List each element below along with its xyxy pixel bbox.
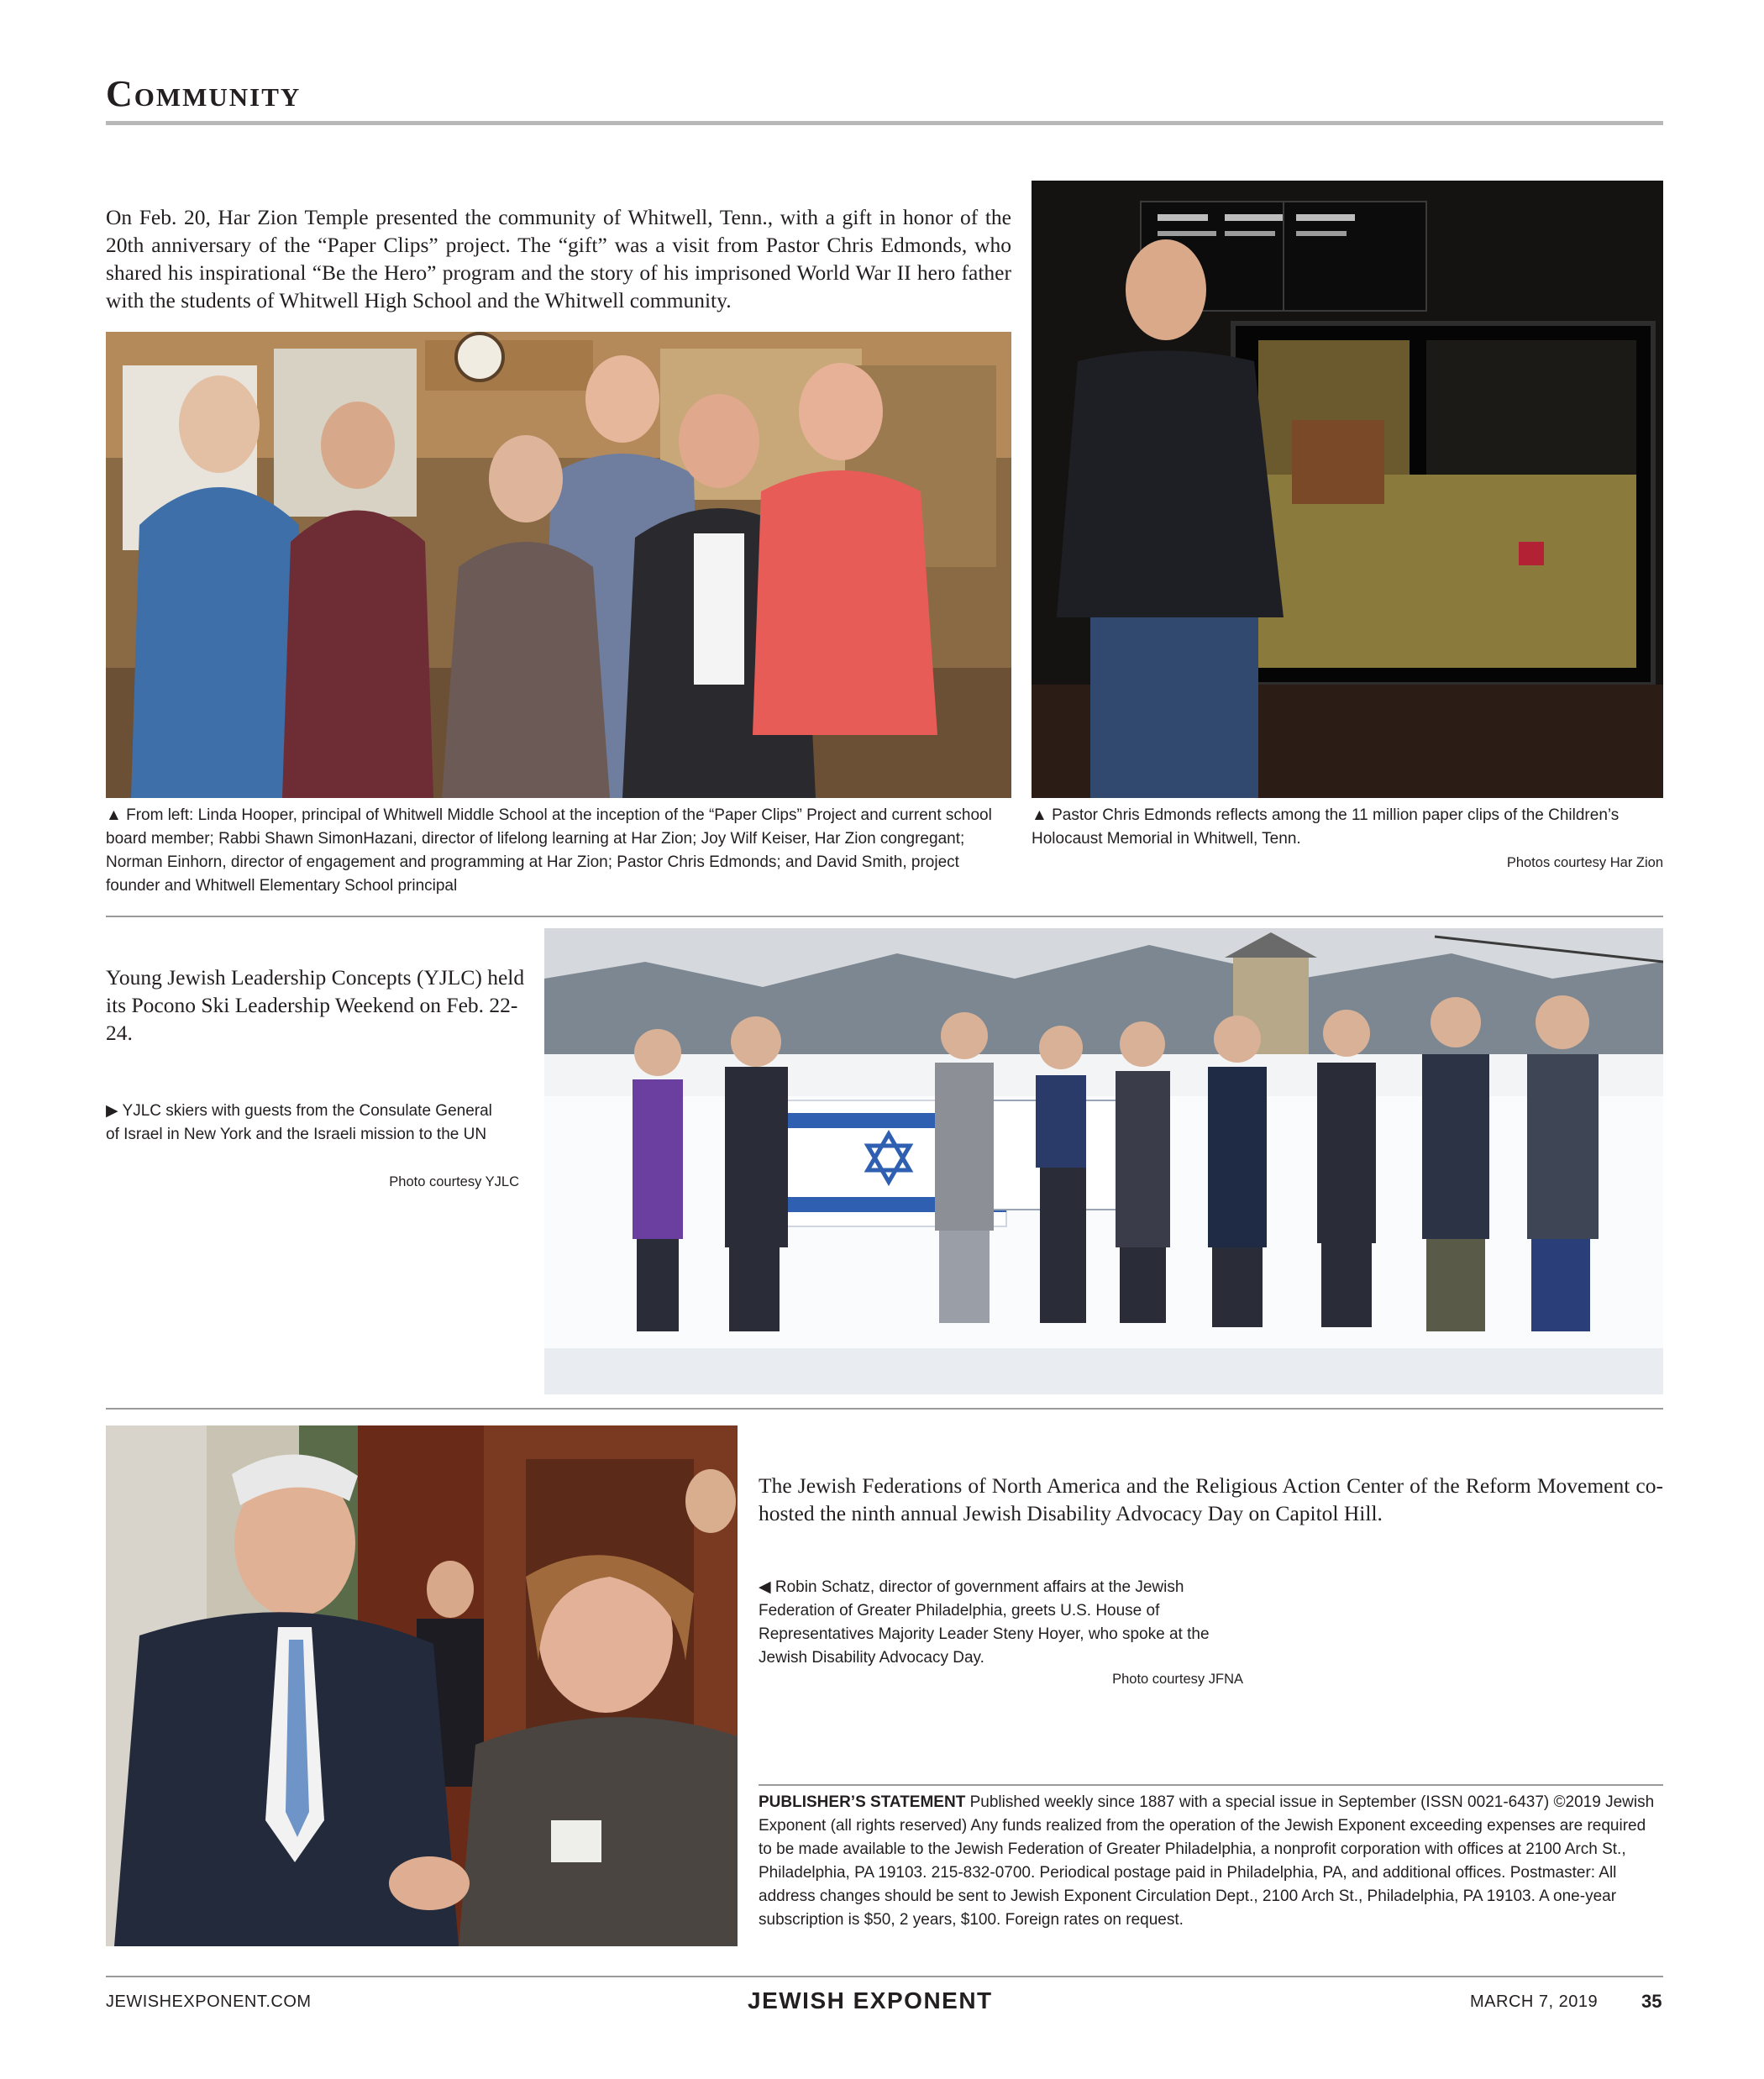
publisher-divider: [759, 1784, 1663, 1786]
section-title: Community: [106, 73, 302, 114]
footer-date: MARCH 7, 2019: [1470, 1992, 1599, 2011]
page-number: 35: [1641, 1991, 1662, 2012]
yjlc-caption: ▶ YJLC skiers with guests from the Consulate General of Israel in New York and the Israeli mission to the UN: [106, 1102, 492, 1143]
memorial-photo-paper-clips: [1032, 181, 1663, 798]
title-rule: [106, 121, 1663, 125]
story3-text: The Jewish Federations of North America and the Religious Action Center of the Reform Movement co-hosted the ninth annual Jewish Disability Advocacy Day on Capitol Hill.: [759, 1473, 1663, 1525]
section-divider-1: [106, 916, 1663, 917]
har-zion-group-caption: ▲ From left: Linda Hooper, principal of Whitwell Middle School at the inception of the “Paper Clips” Project and current school board member; Rabbi Shawn SimonHazani, director of lifelong learning at Har Zion; Joy Wilf Keiser, Har Zion congregant; Norman Einhorn, director of engagement and programming at Har Zion; Pastor Chris Edmonds; and David Smith, project founder and Whitwell Elementary School principal: [106, 806, 992, 895]
story2-text: Young Jewish Leadership Concepts (YJLC) held its Pocono Ski Leadership Weekend on Feb. 22-24.: [106, 965, 525, 1045]
footer-publication: JEWISH EXPONENT: [748, 1987, 993, 2013]
yjlc-photo-credit: Photo courtesy YJLC: [389, 1174, 519, 1189]
footer-divider: [106, 1976, 1663, 1977]
publisher-statement: [759, 1791, 1663, 1932]
ski-group-photo: [544, 928, 1663, 1394]
publisher-statement-text: Published weekly since 1887 with a special issue in September (ISSN 0021-6437) ©2019 Jewish Exponent (all rights reserved) Any funds realized from the operation of the Jewish Exponent exceeding expenses are required to be made available to the Jewish Federation of Greater Philadelphia, a nonprofit corporation with offices at 2100 Arch St., Philadelphia, PA 19103. 215-832-0700. Periodical postage paid in Philadelphia, PA, and additional offices. Postmaster: All address changes should be sent to Jewish Exponent Circulation Dept., 2100 Arch St., Philadelphia, PA 19103. A one-year subscription is $50, 2 years, $100. Foreign rates on request.: [759, 1793, 1655, 1929]
paper-clips-caption: ▲ Pastor Chris Edmonds reflects among the 11 million paper clips of the Children’s Holocaust Memorial in Whitwell, Tenn.: [1032, 806, 1620, 848]
jfna-photo-credit: Photo courtesy JFNA: [1112, 1672, 1243, 1687]
publisher-statement-label: PUBLISHER’S STATEMENT: [759, 1793, 966, 1811]
group-photo-har-zion: [106, 332, 1011, 798]
section-divider-2: [106, 1408, 1663, 1410]
har-zion-photo-credit: Photos courtesy Har Zion: [1506, 855, 1663, 870]
story1-text: On Feb. 20, Har Zion Temple presented the community of Whitwell, Tenn., with a gift in honor of the 20th anniversary of the “Paper Clips” project. The “gift” was a visit from Pastor Chris Edmonds, who shared his inspirational “Be the Hero” program and the story of his imprisoned World War II hero father with the students of Whitwell High School and the Whitwell community.: [106, 205, 1011, 312]
handshake-photo: [106, 1425, 738, 1946]
footer-website: JEWISHEXPONENT.COM: [106, 1992, 312, 2011]
handshake-caption: ◀ Robin Schatz, director of government affairs at the Jewish Federation of Greater Philadelphia, greets U.S. House of Representatives Majority Leader Steny Hoyer, who spoke at the Jewish Disability Advocacy Day.: [759, 1578, 1210, 1667]
